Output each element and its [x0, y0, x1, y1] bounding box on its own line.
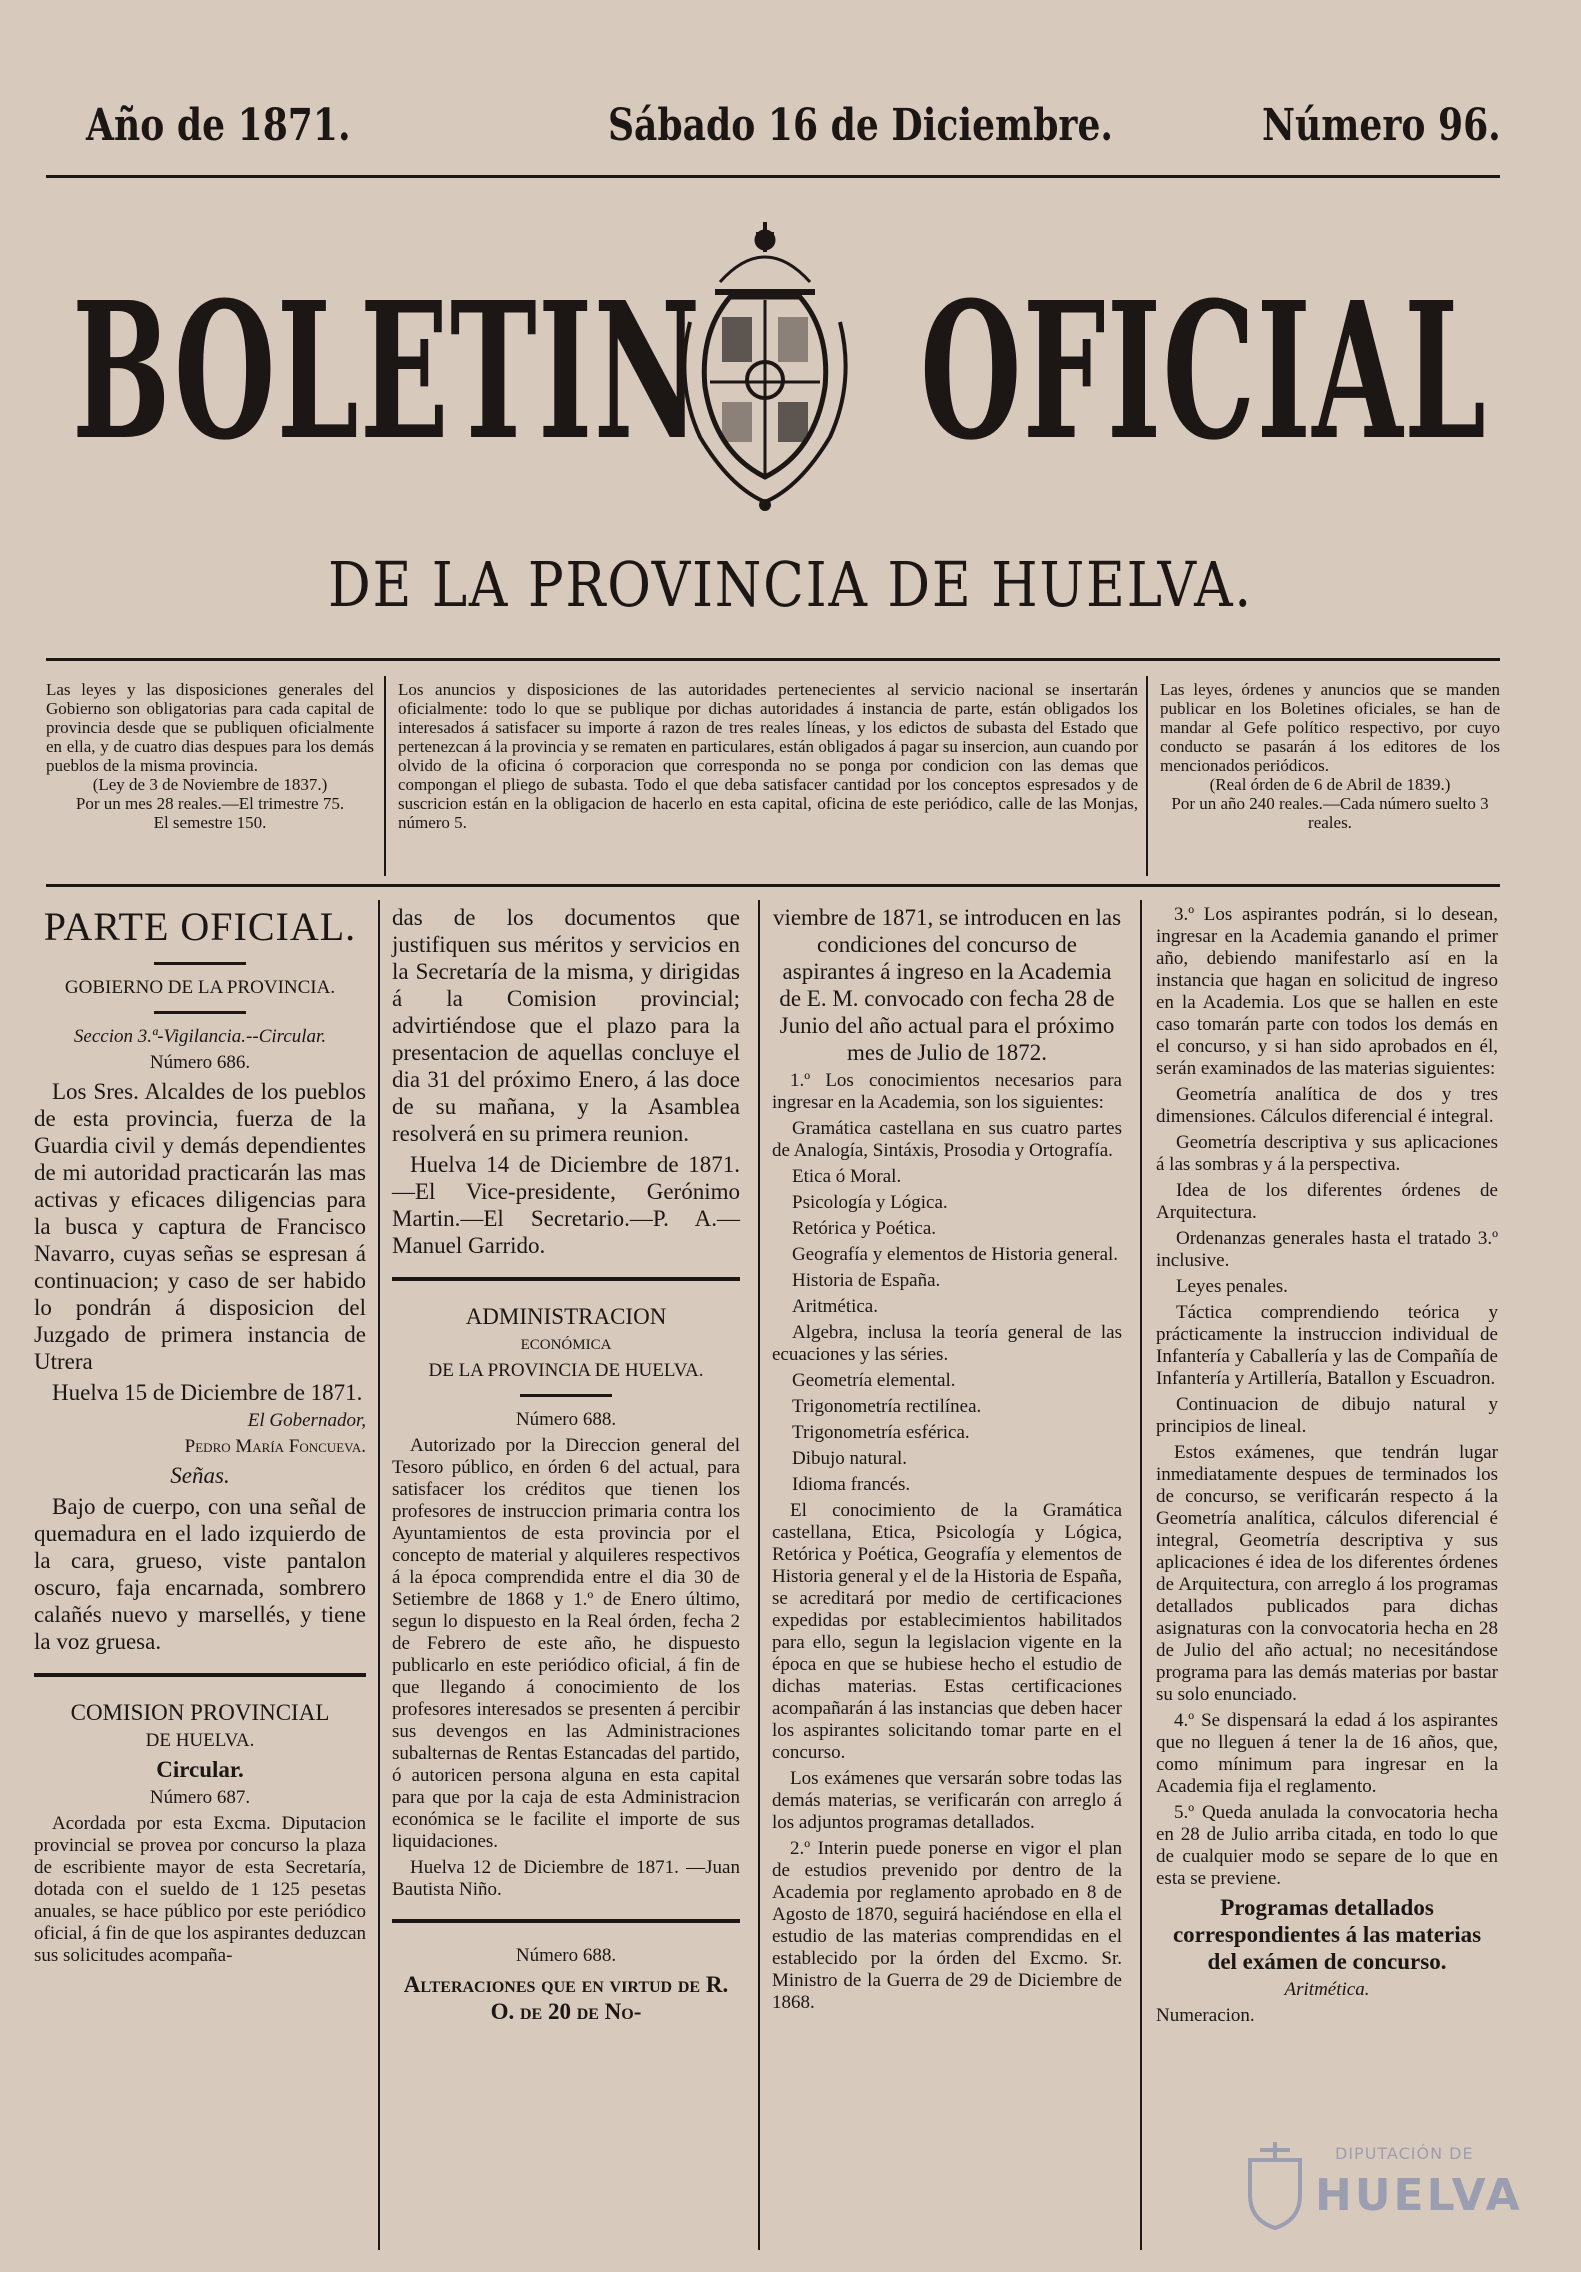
signer-title: El Gobernador, — [247, 1410, 366, 1431]
section-line: Seccion 3.ª-Vigilancia.--Circular. — [73, 1026, 327, 1047]
notice-left-law: (Ley de 3 de Noviembre de 1837.) — [92, 775, 328, 794]
administration-heading: ADMINISTRACION — [465, 1304, 667, 1329]
notice-divider-2 — [1146, 676, 1148, 876]
aspirants-paragraph: 3.º Los aspirantes podrán, si lo desean, ingresar en la Academia ganando el primer año, debiendo manifestarlo así en la instancia que hagan en solicitud de ingreso en la Academia. Los que se hallen en este caso tomarán parte con todos los demás en el concurso, y si han sido aprobados en él, serán examinados de las materias siguientes: — [1156, 904, 1498, 1079]
article-rule — [392, 1277, 740, 1281]
commission-subheading: DE HUELVA. — [145, 1730, 255, 1751]
commission-continuation: das de los documentos que justifiquen sus méritos y servicios en la Secretaría de la misma, y dirigidas á la Comision provincial; advirtiéndose que el plazo para la presentacion de aquellas concluye el dia 31 del próximo Enero, á las doce de su mañana, y la Asamblea resolverá en su primera reunion. — [392, 905, 740, 1146]
list-item: Idea de los diferentes órdenes de Arquitectura. — [1156, 1180, 1498, 1223]
watermark-small-text: DIPUTACIÓN DE — [1335, 2144, 1474, 2163]
administration-body: Autorizado por la Direccion general del Tesoro público, en órden 6 del actual, para satisfacer los créditos que tienen los profesores de instruccion primaria contra los Ayuntamientos de esta provincia por el concepto de material y alquileres respectivos á la época comprendida entre el dia 30 de Setiembre de 1868 y 1.º de Enero último, segun lo dispuesto en la Real órden, fecha 2 de Febrero de este año, he dispuesto publicarlo en este periódico oficial, á fin de que llegando á conocimiento de los profesores interesados se presenten á percibir sus devengos en las Administraciones subalternas de Rentas Estancadas del partido, ó autoricen persona alguna en esta capital para que por la caja de esta Administracion económica se le facilite el importe de sus liquidaciones. — [392, 1435, 740, 1852]
issue-year: Año de 1871. — [86, 100, 351, 151]
study-plan-paragraph: 2.º Interin puede ponerse en vigor el plan de estudios prevenido por dentro de la Academia por reglamento aprobado en 8 de Agosto de 1870, seguirá haciéndose en ella el estudio de las materias comprendidas en el establecido por la órden del Excmo. Sr. Ministro de la Guerra de 29 de Diciembre de 1868. — [772, 1838, 1122, 2013]
annulment-paragraph: 5.º Queda anulada la convocatoria hecha en 28 de Julio arriba citada, en todo lo que de cualquier modo se separe de lo que en esta se previene. — [1156, 1802, 1498, 1889]
column-3 — [772, 904, 1122, 2018]
notice-center-text: Los anuncios y disposiciones de las autoridades pertenecientes al servicio nacional se insertarán oficialmente: todo lo que se publique por dichas autoridades á instancia de parte, están obligados los interesados á satisfacer su importe á razon de tres reales líneas, y los edictos de subasta del Estado que pertenezcan á la provincia y se rematen en particulares, están obligados á pagar su insercion, aun cuando por olvido de la oficina ó corporacion que corresponda no se ponga por condicion con las demas que compongan el pliego de subasta. Todo el que deba satisfacer cantidad por los conceptos espresados y de suscricion están en la obligacion de hacerlo en esta capital, oficina de este periódico, calle de las Monjas, número 5. — [398, 680, 1138, 832]
programs-heading: Programas detallados correspondientes á las materias del exámen de concurso. — [1172, 1895, 1482, 1974]
age-paragraph: 4.º Se dispensará la edad á los aspirantes que no lleguen á tener la de 16 años, que, como mínimum para ingresar en la Academia fija el reglamento. — [1156, 1710, 1498, 1797]
alteraciones-heading-cont: viembre de 1871, se introducen en las condiciones del concurso de aspirantes á ingreso en la Academia de E. M. convocado con fecha 28 de Junio del año actual para el próximo mes de Julio de 1872. — [772, 905, 1122, 1065]
commission-heading: COMISION PROVINCIAL — [70, 1700, 330, 1725]
list-item: Geometría elemental. — [792, 1370, 956, 1391]
notice-left-semester: El semestre 150. — [153, 813, 267, 832]
subjects-list — [1156, 1084, 1498, 1438]
notice-right-law: (Real órden de 6 de Abril de 1839.) — [1209, 775, 1451, 794]
archive-watermark — [1235, 2140, 1523, 2235]
academy-requirements: 1.º Los conocimientos necesarios para ingresar en la Academia, son los siguientes: — [772, 1070, 1122, 1113]
list-item: Geografía y elementos de Historia general. — [792, 1244, 1119, 1265]
subtitle: DE LA PROVINCIA DE HUELVA. — [328, 548, 1253, 621]
notice-left-price: Por un mes 28 reales.—El trimestre 75. — [75, 794, 345, 813]
circular-heading: Circular. — [156, 1757, 244, 1782]
list-item: Idioma francés. — [792, 1474, 911, 1495]
circular-number: Número 686. — [149, 1052, 251, 1073]
list-item: Retórica y Poética. — [792, 1218, 937, 1239]
circular-number-2: Número 687. — [149, 1787, 251, 1808]
exams-schedule-paragraph: Estos exámenes, que tendrán lugar inmediatamente despues de terminados los de concurso, se verificarán respecto á la Geometría analítica, cálculos diferencial é integral, Geometría descriptiva y sus aplicaciones é idea de los diferentes órdenes de Arquitectura, con arreglo á los programas detallados publicados para dichas asignaturas con la convocatoria hecha en 28 de Julio del año actual; no necesitándose programa para las demás materias por bastar su solo enunciado. — [1156, 1442, 1498, 1705]
article-rule — [34, 1673, 366, 1677]
circular-body: Los Sres. Alcaldes de los pueblos de esta provincia, fuerza de la Guardia civil y demás dependientes de mi autoridad practicarán las mas activas y eficaces diligencias para la busca y captura de Francisco Navarro, cuyas señas se espresan á continuacion; y caso de ser habido lo pondrán á disposicion del Juzgado de primera instancia de Utrera — [34, 1079, 366, 1374]
list-item: Táctica comprendiendo teórica y prácticamente la instruccion individual de Infantería y Caballería y las de Compañía de Infantería y Artillería, Batallon y Escuadron. — [1156, 1302, 1498, 1389]
commission-body: Acordada por esta Excma. Diputacion provincial se provea por concurso la plaza de escribiente mayor de esta Secretaría, dotada con el sueldo de 1 125 pesetas anuales, se hace público por este periódico oficial, á fin de que los aspirantes deduzcan sus solicitudes acompaña- — [34, 1813, 366, 1966]
title-boletin: BOLETIN — [72, 261, 702, 482]
commission-signoff: Huelva 14 de Diciembre de 1871. —El Vice-presidente, Gerónimo Martin.—El Secretario.—P. A.—Manuel Garrido. — [392, 1152, 740, 1258]
masthead-rule — [46, 175, 1500, 178]
ornament-rule — [154, 962, 246, 965]
requirements-list — [772, 1118, 1122, 1496]
archive-seal-icon — [1235, 2140, 1315, 2230]
column-2 — [392, 904, 740, 2029]
column-1 — [34, 904, 366, 1971]
title-oficial: OFICIAL — [920, 261, 1488, 482]
ornament-rule — [520, 1394, 612, 1397]
column-divider-3 — [1140, 900, 1142, 2250]
list-item: Trigonometría rectilínea. — [792, 1396, 982, 1417]
notice-left — [46, 680, 374, 832]
arithmetic-heading: Aritmética. — [1284, 1979, 1370, 2000]
list-item: Geometría descriptiva y sus aplicaciones á las sombras y á la perspectiva. — [1156, 1132, 1498, 1175]
notice-right-text: Las leyes, órdenes y anuncios que se manden publicar en los Boletines oficiales, se han de mandar al Gefe político respectivo, por cuyo conducto se pasarán á los editores de los mencionados periódicos. — [1160, 680, 1500, 775]
list-item: Continuacion de dibujo natural y principios de lineal. — [1156, 1394, 1498, 1437]
list-item: Historia de España. — [792, 1270, 941, 1291]
notice-left-text: Las leyes y las disposiciones generales del Gobierno son obligatorias para cada capital de provincia desde que se publiquen oficialmente en ella, y de cuatro dias despues para los demás pueblos de la misma provincia. — [46, 680, 374, 775]
numeracion-line: Numeracion. — [1156, 2005, 1255, 2026]
notice-right — [1160, 680, 1500, 832]
masthead — [0, 100, 1581, 150]
issue-number: Número 96. — [1262, 100, 1501, 151]
column-divider-1 — [378, 900, 380, 2250]
circular-place-date: Huelva 15 de Diciembre de 1871. — [52, 1380, 363, 1405]
list-item: Trigonometría esférica. — [792, 1422, 970, 1443]
list-item: Psicología y Lógica. — [792, 1192, 948, 1213]
list-item: Leyes penales. — [1176, 1276, 1288, 1297]
administration-province: DE LA PROVINCIA DE HUELVA. — [428, 1360, 704, 1381]
watermark-text: HUELVA — [1315, 2170, 1523, 2221]
list-item: Ordenanzas generales hasta el tratado 3.º inclusive. — [1156, 1228, 1498, 1271]
notices-rule — [46, 884, 1500, 887]
notice-center — [398, 680, 1138, 832]
notice-right-price: Por un año 240 reales.—Cada número suelto 3 reales. — [1171, 794, 1489, 832]
administration-signoff: Huelva 12 de Diciembre de 1871. —Juan Bautista Niño. — [392, 1857, 740, 1900]
header-rule — [46, 658, 1500, 661]
signer-name: Pedro María Foncueva. — [184, 1436, 366, 1457]
certification-paragraph: El conocimiento de la Gramática castellana, Etica, Psicología y Lógica, Retórica y Poética, Geografía y elementos de Historia general y el de la Historia de España, se acreditará por medio de certificaciones expedidas por establecimientos habilitados para ello, segun la legislacion vigente en la época en que se hubiese hecho el estudio de dichas materias. Estas certificaciones acompañarán á las instancias que deben hacer los aspirantes solicitando tomar parte en el concurso. — [772, 1500, 1122, 1763]
column-divider-2 — [758, 900, 760, 2250]
alteraciones-number: Número 688. — [515, 1945, 617, 1966]
department-heading: GOBIERNO DE LA PROVINCIA. — [64, 977, 336, 998]
issue-date: Sábado 16 de Diciembre. — [608, 100, 1113, 151]
senas-body: Bajo de cuerpo, con una señal de quemadura en el lado izquierdo de la cara, grueso, viste pantalon oscuro, faja encarnada, sombrero calañés nuevo y marsellés, y tiene la voz gruesa. — [34, 1494, 366, 1654]
alteraciones-heading: Alteraciones que en virtud de R. O. de 20 de No- — [403, 1972, 729, 2024]
article-rule — [392, 1919, 740, 1923]
senas-heading: Señas. — [170, 1463, 230, 1488]
list-item: Aritmética. — [792, 1296, 878, 1317]
ornament-rule — [154, 1011, 246, 1014]
royal-crest-icon — [660, 212, 870, 512]
administration-number: Número 688. — [515, 1409, 617, 1430]
list-item: Geometría analítica de dos y tres dimensiones. Cálculos diferencial é integral. — [1156, 1084, 1498, 1127]
column-4 — [1156, 904, 1498, 2031]
list-item: Dibujo natural. — [792, 1448, 908, 1469]
list-item: Etica ó Moral. — [792, 1166, 902, 1187]
list-item: Gramática castellana en sus cuatro partes de Analogía, Sintáxis, Prosodia y Ortografía. — [772, 1118, 1122, 1161]
exams-paragraph: Los exámenes que versarán sobre todas las demás materias, se verificarán con arreglo á los adjuntos programas detallados. — [772, 1768, 1122, 1833]
economica-heading: ECONÓMICA — [520, 1337, 612, 1353]
list-item: Algebra, inclusa la teoría general de las ecuaciones y las séries. — [772, 1322, 1122, 1365]
notice-divider-1 — [384, 676, 386, 876]
section-title: PARTE OFICIAL. — [43, 904, 357, 949]
